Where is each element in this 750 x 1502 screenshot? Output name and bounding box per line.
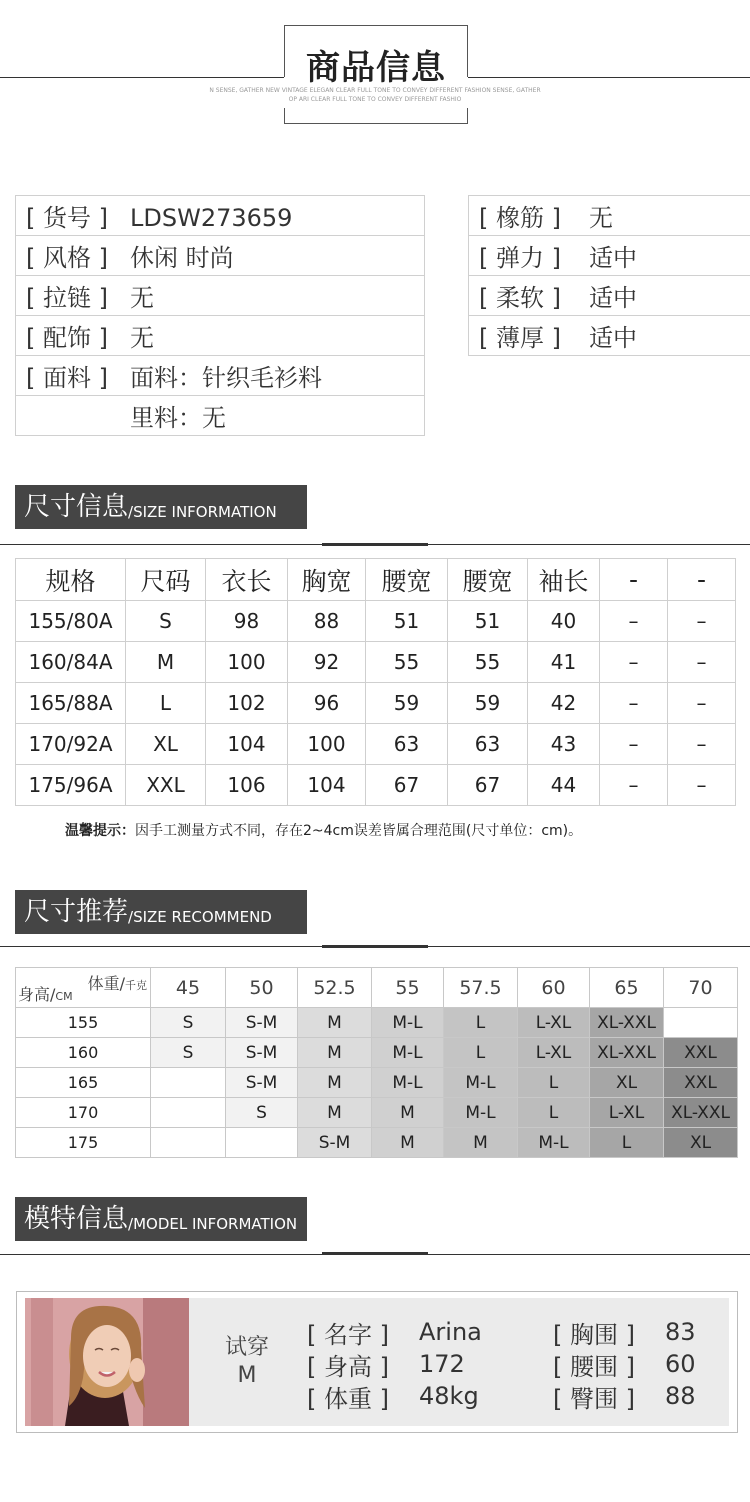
table-cell: 59	[366, 683, 448, 724]
recommend-cell: M	[298, 1068, 372, 1098]
model-card-inner	[25, 1298, 729, 1426]
table-cell: –	[600, 642, 668, 683]
info-label: [ 拉链 ]	[26, 284, 108, 312]
recommend-cell: S-M	[226, 1038, 298, 1068]
stat-value: 60	[665, 1350, 696, 1378]
recommend-cell: M-L	[372, 1038, 444, 1068]
info-row	[469, 316, 750, 356]
recommend-cell: L	[518, 1068, 590, 1098]
info-row	[16, 396, 425, 436]
recommend-cell: S	[151, 1008, 226, 1038]
table-cell: 67	[448, 765, 528, 806]
recommend-cell	[151, 1098, 226, 1128]
info-row	[16, 276, 425, 316]
info-value: 适中	[589, 284, 637, 312]
height-row-header: 160	[16, 1038, 151, 1068]
title-frame	[284, 25, 468, 124]
section-accent-bar	[322, 543, 428, 546]
weight-header: 57.5	[444, 968, 518, 1008]
table-cell: 41	[528, 642, 600, 683]
info-row	[469, 196, 750, 236]
table-cell: 51	[448, 601, 528, 642]
table-cell: 155/80A	[16, 601, 126, 642]
section-accent-bar	[322, 945, 428, 948]
try-on-size	[217, 1334, 277, 1390]
table-cell: 55	[366, 642, 448, 683]
table-cell: 106	[206, 765, 288, 806]
table-cell: 96	[288, 683, 366, 724]
table-cell: 43	[528, 724, 600, 765]
recommend-cell: M	[444, 1128, 518, 1158]
recommend-cell: M	[372, 1098, 444, 1128]
table-cell: –	[668, 724, 736, 765]
table-cell: 98	[206, 601, 288, 642]
column-header: 袖长	[528, 559, 600, 601]
info-label: [ 弹力 ]	[479, 244, 561, 272]
recommend-cell: L	[444, 1008, 518, 1038]
info-value: 里料：无	[130, 404, 226, 432]
info-value: 面料：针织毛衫料	[130, 364, 322, 392]
recommend-cell: L	[590, 1128, 664, 1158]
recommend-cell: M-L	[444, 1068, 518, 1098]
info-row	[16, 356, 425, 396]
table-cell: –	[668, 683, 736, 724]
table-cell: 100	[288, 724, 366, 765]
info-value: 适中	[589, 324, 637, 352]
section-title-en: /SIZE INFORMATION	[128, 503, 277, 521]
table-row	[16, 601, 736, 642]
info-row	[16, 196, 425, 236]
height-axis-label	[18, 982, 73, 1005]
table-cell: 100	[206, 642, 288, 683]
title-subtitle-line2: OP ARI CLEAR FULL TONE TO CONVEY DIFFERENT FASHIO	[288, 96, 462, 103]
size-recommend-header	[15, 890, 307, 934]
info-value: 休闲 时尚	[130, 244, 234, 272]
table-cell: 51	[366, 601, 448, 642]
table-cell: 170/92A	[16, 724, 126, 765]
recommend-cell: L	[518, 1098, 590, 1128]
model-stat-row	[307, 1348, 725, 1380]
recommend-header-row	[16, 968, 738, 1008]
height-row-header: 165	[16, 1068, 151, 1098]
model-card	[16, 1291, 738, 1433]
info-row	[16, 236, 425, 276]
recommend-cell: L-XL	[590, 1098, 664, 1128]
weight-unit: 千克	[125, 979, 147, 992]
table-cell: 104	[288, 765, 366, 806]
recommend-cell: XL-XXL	[590, 1008, 664, 1038]
weight-header: 55	[372, 968, 444, 1008]
weight-header: 50	[226, 968, 298, 1008]
table-cell: 160/84A	[16, 642, 126, 683]
info-row	[469, 276, 750, 316]
recommend-cell	[664, 1008, 738, 1038]
recommend-cell: XL	[590, 1068, 664, 1098]
info-value: 无	[130, 284, 154, 312]
table-cell: 102	[206, 683, 288, 724]
model-stat-row	[307, 1316, 725, 1348]
title-subtitle-line1: N SENSE, GATHER NEW VINTAGE ELEGAN CLEAR FULL TONE TO CONVEY DIFFERENT FASHION SENSE, GATHER	[209, 87, 541, 94]
info-label: [ 风格 ]	[26, 244, 108, 272]
recommend-cell: M	[298, 1008, 372, 1038]
recommend-cell: M-L	[518, 1128, 590, 1158]
section-title-cn: 尺寸信息	[24, 492, 129, 522]
table-row	[16, 642, 736, 683]
recommend-cell: L-XL	[518, 1008, 590, 1038]
recommend-cell: XL	[664, 1128, 738, 1158]
table-cell: 63	[448, 724, 528, 765]
recommend-cell: M	[298, 1098, 372, 1128]
info-value: 无	[589, 204, 613, 232]
table-cell: –	[600, 683, 668, 724]
column-header: -	[600, 559, 668, 601]
stat-label: [ 身高 ]	[307, 1352, 389, 1381]
height-row-header: 175	[16, 1128, 151, 1158]
info-label: [ 配饰 ]	[26, 324, 108, 352]
info-value: 适中	[589, 244, 637, 272]
recommend-cell: XXL	[664, 1068, 738, 1098]
recommend-cell	[151, 1068, 226, 1098]
product-info-table-left	[15, 195, 425, 436]
model-info-header	[15, 1197, 307, 1241]
recommend-cell: S-M	[298, 1128, 372, 1158]
model-photo	[25, 1298, 189, 1426]
table-cell: 59	[448, 683, 528, 724]
recommend-cell: S-M	[226, 1008, 298, 1038]
table-cell: 104	[206, 724, 288, 765]
model-stats	[307, 1316, 725, 1412]
try-on-label: 试穿	[224, 1335, 269, 1360]
size-recommend-table	[15, 967, 738, 1158]
recommend-cell: XXL	[664, 1038, 738, 1068]
weight-header: 45	[151, 968, 226, 1008]
info-label: [ 面料 ]	[26, 364, 108, 392]
table-cell: 165/88A	[16, 683, 126, 724]
stat-value: 83	[665, 1318, 696, 1346]
table-cell: L	[126, 683, 206, 724]
recommend-cell: M-L	[372, 1068, 444, 1098]
recommend-cell	[151, 1128, 226, 1158]
table-cell: 44	[528, 765, 600, 806]
recommend-cell: M-L	[372, 1008, 444, 1038]
stat-label: [ 臀围 ]	[553, 1384, 635, 1413]
info-label: [ 货号 ]	[26, 204, 108, 232]
tip-label: 温馨提示：	[65, 823, 135, 839]
stat-label: [ 体重 ]	[307, 1384, 389, 1413]
size-info-header	[15, 485, 307, 529]
stat-value: 48kg	[419, 1382, 479, 1410]
info-row	[16, 316, 425, 356]
table-row	[16, 765, 736, 806]
recommend-cell: M	[372, 1128, 444, 1158]
tip-text: 因手工测量方式不同，存在2~4cm误差皆属合理范围(尺寸单位：cm)。	[135, 823, 583, 839]
column-header: 尺码	[126, 559, 206, 601]
info-value: 无	[130, 324, 154, 352]
column-header: 腰宽	[448, 559, 528, 601]
recommend-cell: S	[226, 1098, 298, 1128]
height-row-header: 155	[16, 1008, 151, 1038]
recommend-cell: L	[444, 1038, 518, 1068]
section-title-cn: 尺寸推荐	[24, 897, 129, 927]
try-on-value: M	[237, 1363, 257, 1388]
height-unit: CM	[55, 990, 73, 1003]
section-accent-bar	[322, 1252, 428, 1255]
column-header: 腰宽	[366, 559, 448, 601]
height-label: 身高/	[18, 985, 56, 1004]
section-title-en: /SIZE RECOMMEND	[128, 908, 272, 926]
weight-label: 体重/	[87, 974, 125, 993]
table-cell: –	[600, 765, 668, 806]
recommend-cell	[226, 1128, 298, 1158]
weight-header: 70	[664, 968, 738, 1008]
info-value: LDSW273659	[130, 204, 293, 232]
info-label: [ 柔软 ]	[479, 284, 561, 312]
page-title: 商品信息	[306, 48, 446, 88]
table-cell: 175/96A	[16, 765, 126, 806]
recommend-cell: M-L	[444, 1098, 518, 1128]
recommend-row	[16, 1008, 738, 1038]
product-info-table-right	[468, 195, 750, 356]
table-cell: –	[668, 601, 736, 642]
recommend-cell: S	[151, 1038, 226, 1068]
recommend-row	[16, 1098, 738, 1128]
weight-header: 52.5	[298, 968, 372, 1008]
info-row	[469, 236, 750, 276]
table-cell: S	[126, 601, 206, 642]
recommend-cell: XL-XXL	[664, 1098, 738, 1128]
table-cell: 92	[288, 642, 366, 683]
recommend-cell: M	[298, 1038, 372, 1068]
table-row	[16, 683, 736, 724]
column-header: 衣长	[206, 559, 288, 601]
table-cell: –	[668, 642, 736, 683]
stat-value: Arina	[419, 1318, 482, 1346]
info-label: [ 橡筋 ]	[479, 204, 561, 232]
recommend-row	[16, 1068, 738, 1098]
size-table-header	[16, 559, 736, 601]
recommend-cell: L-XL	[518, 1038, 590, 1068]
info-label: [ 薄厚 ]	[479, 324, 561, 352]
weight-header: 65	[590, 968, 664, 1008]
model-portrait-image	[25, 1298, 189, 1426]
stat-label: [ 腰围 ]	[553, 1352, 635, 1381]
table-cell: 63	[366, 724, 448, 765]
table-cell: 67	[366, 765, 448, 806]
height-row-header: 170	[16, 1098, 151, 1128]
section-title-cn: 模特信息	[24, 1204, 129, 1234]
table-cell: XL	[126, 724, 206, 765]
recommend-cell: XL-XXL	[590, 1038, 664, 1068]
stat-label: [ 胸围 ]	[553, 1320, 635, 1349]
table-cell: –	[600, 601, 668, 642]
table-cell: M	[126, 642, 206, 683]
column-header: 胸宽	[288, 559, 366, 601]
size-table	[15, 558, 736, 806]
stat-value: 172	[419, 1350, 465, 1378]
model-stat-row	[307, 1380, 725, 1412]
column-header: -	[668, 559, 736, 601]
table-cell: 42	[528, 683, 600, 724]
table-cell: 55	[448, 642, 528, 683]
weight-header: 60	[518, 968, 590, 1008]
stat-label: [ 名字 ]	[307, 1320, 389, 1349]
table-cell: –	[600, 724, 668, 765]
table-cell: 40	[528, 601, 600, 642]
table-cell: –	[668, 765, 736, 806]
table-cell: XXL	[126, 765, 206, 806]
stat-value: 88	[665, 1382, 696, 1410]
recommend-row	[16, 1128, 738, 1158]
recommend-corner-cell	[16, 968, 151, 1008]
table-cell: 88	[288, 601, 366, 642]
weight-axis-label	[88, 971, 147, 994]
recommend-cell: S-M	[226, 1068, 298, 1098]
section-title-en: /MODEL INFORMATION	[128, 1215, 298, 1233]
table-row	[16, 724, 736, 765]
column-header: 规格	[16, 559, 126, 601]
measurement-tip	[65, 820, 582, 840]
recommend-row	[16, 1038, 738, 1068]
